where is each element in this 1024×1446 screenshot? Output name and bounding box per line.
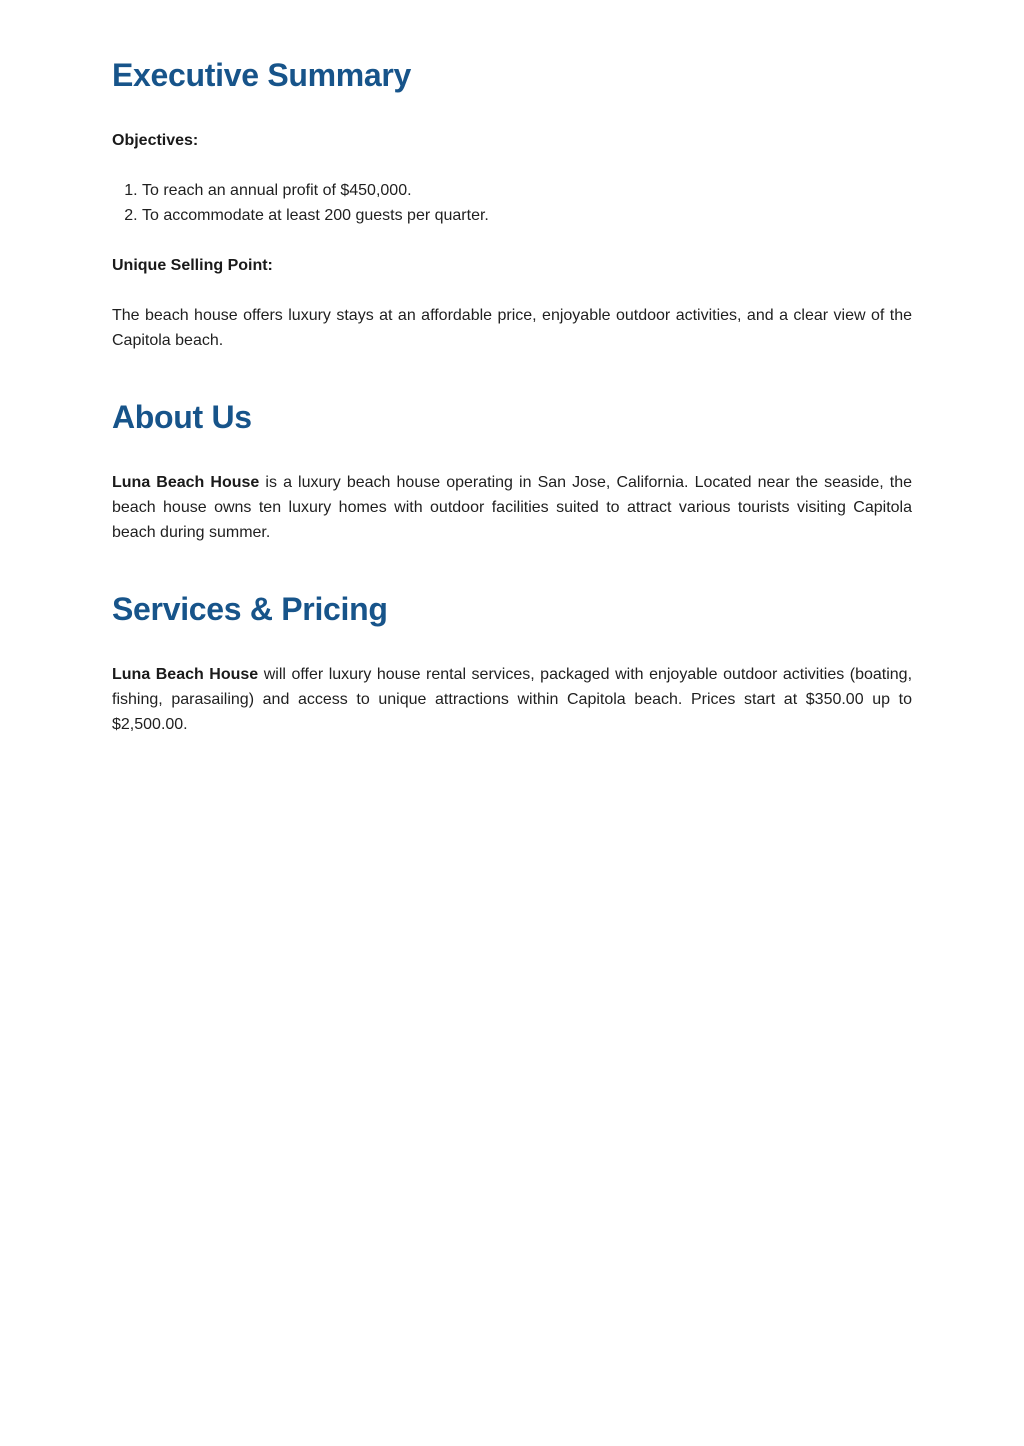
services-pricing-paragraph bbox=[112, 662, 912, 737]
about-us-title: About Us bbox=[112, 399, 252, 435]
objective-item: 1. To reach an annual profit of $450,000. bbox=[142, 178, 912, 203]
about-us-paragraph bbox=[112, 470, 912, 545]
usp-paragraph: The beach house offers luxury stays at an affordable price, enjoyable outdoor activities, and a clear view of the Capitola beach. bbox=[112, 307, 912, 349]
company-name: Luna Beach House bbox=[112, 474, 260, 491]
objective-item: 2. To accommodate at least 200 guests per quarter. bbox=[142, 203, 912, 228]
objectives-list bbox=[112, 178, 912, 228]
company-name: Luna Beach House bbox=[112, 666, 259, 683]
executive-summary-title: Executive Summary bbox=[112, 57, 412, 93]
services-pricing-section bbox=[112, 589, 912, 737]
objectives-label: Objectives: bbox=[112, 132, 199, 149]
services-pricing-text: will offer luxury house rental services, packaged with enjoyable outdoor activities (boating, fishing, parasailing) and access to unique attractions within Capitola beach. Prices start at $350.00 up to $2,500.00. bbox=[112, 666, 913, 733]
executive-summary-section bbox=[112, 0, 912, 353]
about-us-text: is a luxury beach house operating in San Jose, California. Located near the seaside, the beach house owns ten luxury homes with outdoor facilities suited to attract various tourists visiting Capitola beach during summer. bbox=[112, 474, 913, 541]
usp-label: Unique Selling Point: bbox=[112, 257, 273, 274]
services-pricing-title: Services & Pricing bbox=[112, 591, 388, 627]
about-us-section bbox=[112, 397, 912, 545]
